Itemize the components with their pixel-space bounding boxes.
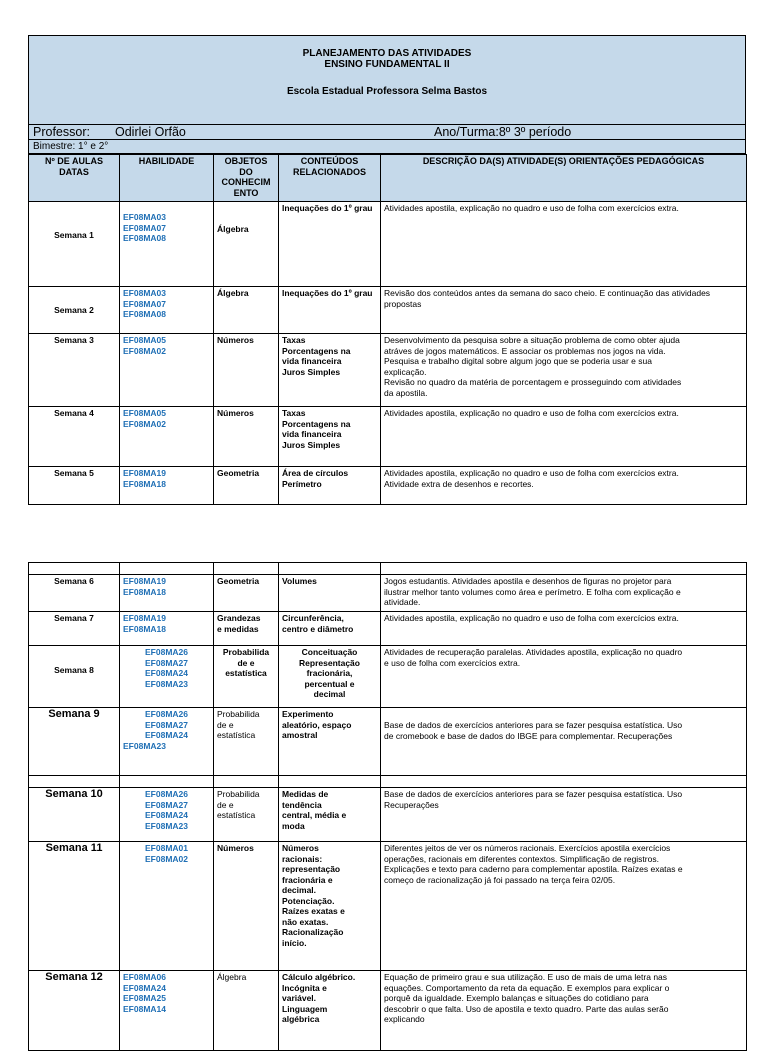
conteudo-cell: Área de círculos Perímetro: [279, 467, 381, 505]
conteudo-cell: Circunferência, centro e diâmetro: [279, 612, 381, 646]
objeto-cell: Geometria: [214, 575, 279, 612]
week-cell: Semana 2: [29, 287, 120, 334]
table-row: [29, 202, 747, 287]
conteudo-cell: Conceituação Representação fracionária, percentual e decimal: [279, 646, 381, 708]
habilidade-cell: EF08MA06 EF08MA24 EF08MA25 EF08MA14: [120, 971, 214, 1051]
objeto-cell: Números: [214, 334, 279, 407]
week-cell: Semana 11: [29, 842, 120, 971]
conteudo-cell: Medidas de tendência central, média e moda: [279, 788, 381, 842]
week-cell: Semana 4: [29, 407, 120, 467]
ano-turma: Ano/Turma:8º 3º período: [434, 125, 572, 139]
col-header-objetos: OBJETOS DO CONHECIM ENTO: [214, 155, 279, 202]
table-row: [29, 467, 747, 505]
conteudo-cell: Volumes: [279, 575, 381, 612]
week-cell: Semana 6: [29, 575, 120, 612]
col-header-habilidade: HABILIDADE: [120, 155, 214, 202]
conteudo-cell: Inequações do 1º grau: [279, 287, 381, 334]
col-header-conteudos: CONTEÚDOS RELACIONADOS: [279, 155, 381, 202]
document-title: PLANEJAMENTO DAS ATIVIDADES: [302, 48, 472, 59]
col-header-semana: Nº DE AULAS DATAS: [29, 155, 120, 202]
table-row: [29, 971, 747, 1051]
table-row: [29, 334, 747, 407]
table-row: [29, 788, 747, 842]
week-cell: Semana 5: [29, 467, 120, 505]
conteudo-cell: Taxas Porcentagens na vida financeira Juros Simples: [279, 334, 381, 407]
planning-sheet-page1: [28, 35, 746, 505]
planning-sheet-page2: [28, 562, 746, 1051]
habilidade-cell: EF08MA19 EF08MA18: [120, 575, 214, 612]
habilidade-cell: EF08MA19 EF08MA18: [120, 612, 214, 646]
habilidade-cell: EF08MA05 EF08MA02: [120, 334, 214, 407]
table-row: [29, 612, 747, 646]
habilidade-cell: EF08MA01 EF08MA02: [120, 842, 214, 971]
blank-row: [29, 563, 747, 575]
objeto-cell: Números: [214, 842, 279, 971]
table-header-row: [29, 155, 747, 202]
table-row: [29, 575, 747, 612]
conteudo-cell: Números racionais: representação fracionária e decimal. Potenciação. Raízes exatas e não exatas. Racionalização início.: [279, 842, 381, 971]
objeto-cell: Probabilida de e estatística: [214, 708, 279, 776]
table-row: [29, 287, 747, 334]
descricao-cell: Jogos estudantis. Atividades apostila e desenhos de figuras no projetor para ilustrar melhor tanto volumes como área e perímetro. E folha com explicação e atividade.: [381, 575, 747, 612]
habilidade-cell: EF08MA19 EF08MA18: [120, 467, 214, 505]
descricao-cell: Equação de primeiro grau e sua utilização. E uso de mais de uma letra nas equações. Comportamento da reta da equação. E exemplos para explicar o porquê da igualdade. Exemplo balanças e situações do cotidiano para descobrir o que falta. Uso de apostila e texto quadro. Parte das aulas serão explicando: [381, 971, 747, 1051]
habilidade-cell: EF08MA26 EF08MA27 EF08MA24 EF08MA23: [120, 646, 214, 708]
week-cell: Semana 1: [29, 202, 120, 287]
descricao-cell: Atividades de recuperação paralelas. Atividades apostila, explicação no quadro e uso de folha com exercícios extra.: [381, 646, 747, 708]
week-cell: Semana 8: [29, 646, 120, 708]
conteudo-cell: Cálculo algébrico. Incógnita e variável. Linguagem algébrica: [279, 971, 381, 1051]
objeto-cell: Álgebra: [214, 202, 279, 287]
document-subtitle: ENSINO FUNDAMENTAL II: [324, 59, 450, 70]
habilidade-cell: EF08MA26 EF08MA27 EF08MA24 EF08MA23: [120, 708, 214, 776]
professor-name: Odirlei Orfão: [115, 125, 186, 139]
descricao-cell: Diferentes jeitos de ver os números racionais. Exercícios apostila exercícios operações, racionais em diferentes contextos. Simplificação de registros. Explicações e texto para caderno para complementar apostila. Raízes exatas e começo de racionalização já foi passado na terça feira 02/05.: [381, 842, 747, 971]
conteudo-cell: Taxas Porcentagens na vida financeira Juros Simples: [279, 407, 381, 467]
habilidade-cell: EF08MA05 EF08MA02: [120, 407, 214, 467]
table-row: [29, 842, 747, 971]
week-cell: Semana 12: [29, 971, 120, 1051]
objeto-cell: Probabilida de e estatística: [214, 788, 279, 842]
objeto-cell: Álgebra: [214, 287, 279, 334]
planning-table-1: [28, 154, 747, 505]
week-cell: Semana 3: [29, 334, 120, 407]
week-cell: Semana 7: [29, 612, 120, 646]
table-row: [29, 646, 747, 708]
table-row: [29, 407, 747, 467]
professor-label: Professor:: [33, 125, 90, 139]
bimestre-row: Bimestre: 1° e 2°: [28, 140, 746, 154]
document-header: [28, 35, 746, 125]
professor-row: [28, 125, 746, 140]
school-name: Escola Estadual Professora Selma Bastos: [286, 86, 488, 97]
week-cell: Semana 9: [29, 708, 120, 776]
descricao-cell: Base de dados de exercícios anteriores para se fazer pesquisa estatística. Uso de cromebook e base de dados do IBGE para complementar. Recuperações: [381, 708, 747, 776]
week-cell: Semana 10: [29, 788, 120, 842]
objeto-cell: Grandezas e medidas: [214, 612, 279, 646]
descricao-cell: Atividades apostila, explicação no quadro e uso de folha com exercícios extra. Atividade extra de desenhos e recortes.: [381, 467, 747, 505]
descricao-cell: Atividades apostila, explicação no quadro e uso de folha com exercícios extra.: [381, 407, 747, 467]
conteudo-cell: Inequações do 1º grau: [279, 202, 381, 287]
objeto-cell: Geometria: [214, 467, 279, 505]
objeto-cell: Probabilida de e estatística: [214, 646, 279, 708]
objeto-cell: Números: [214, 407, 279, 467]
habilidade-cell: EF08MA03 EF08MA07 EF08MA08: [120, 287, 214, 334]
descricao-cell: Atividades apostila, explicação no quadro e uso de folha com exercícios extra.: [381, 612, 747, 646]
conteudo-cell: Experimento aleatório, espaço amostral: [279, 708, 381, 776]
descricao-cell: Revisão dos conteúdos antes da semana do saco cheio. E continuação das atividades propostas: [381, 287, 747, 334]
objeto-cell: Álgebra: [214, 971, 279, 1051]
planning-table-2: [28, 562, 747, 1051]
table-row: [29, 708, 747, 776]
descricao-cell: Base de dados de exercícios anteriores para se fazer pesquisa estatística. Uso Recuperações: [381, 788, 747, 842]
habilidade-cell: EF08MA26 EF08MA27 EF08MA24 EF08MA23: [120, 788, 214, 842]
descricao-cell: Atividades apostila, explicação no quadro e uso de folha com exercícios extra.: [381, 202, 747, 287]
blank-row: [29, 776, 747, 788]
descricao-cell: Desenvolvimento da pesquisa sobre a situação problema de como obter ajuda atráves de jogos matemáticos. E associar os problemas nos jogos na vida. Pesquisa e trabalho digital sobre algum jogo que se poderia usar e sua explicação. Revisão no quadro da matéria de porcentagem e prosseguindo com atividades da apostila.: [381, 334, 747, 407]
habilidade-cell: EF08MA03 EF08MA07 EF08MA08: [120, 202, 214, 287]
col-header-descricao: DESCRIÇÃO DA(S) ATIVIDADE(S) ORIENTAÇÕES PEDAGÓGICAS: [381, 155, 747, 202]
